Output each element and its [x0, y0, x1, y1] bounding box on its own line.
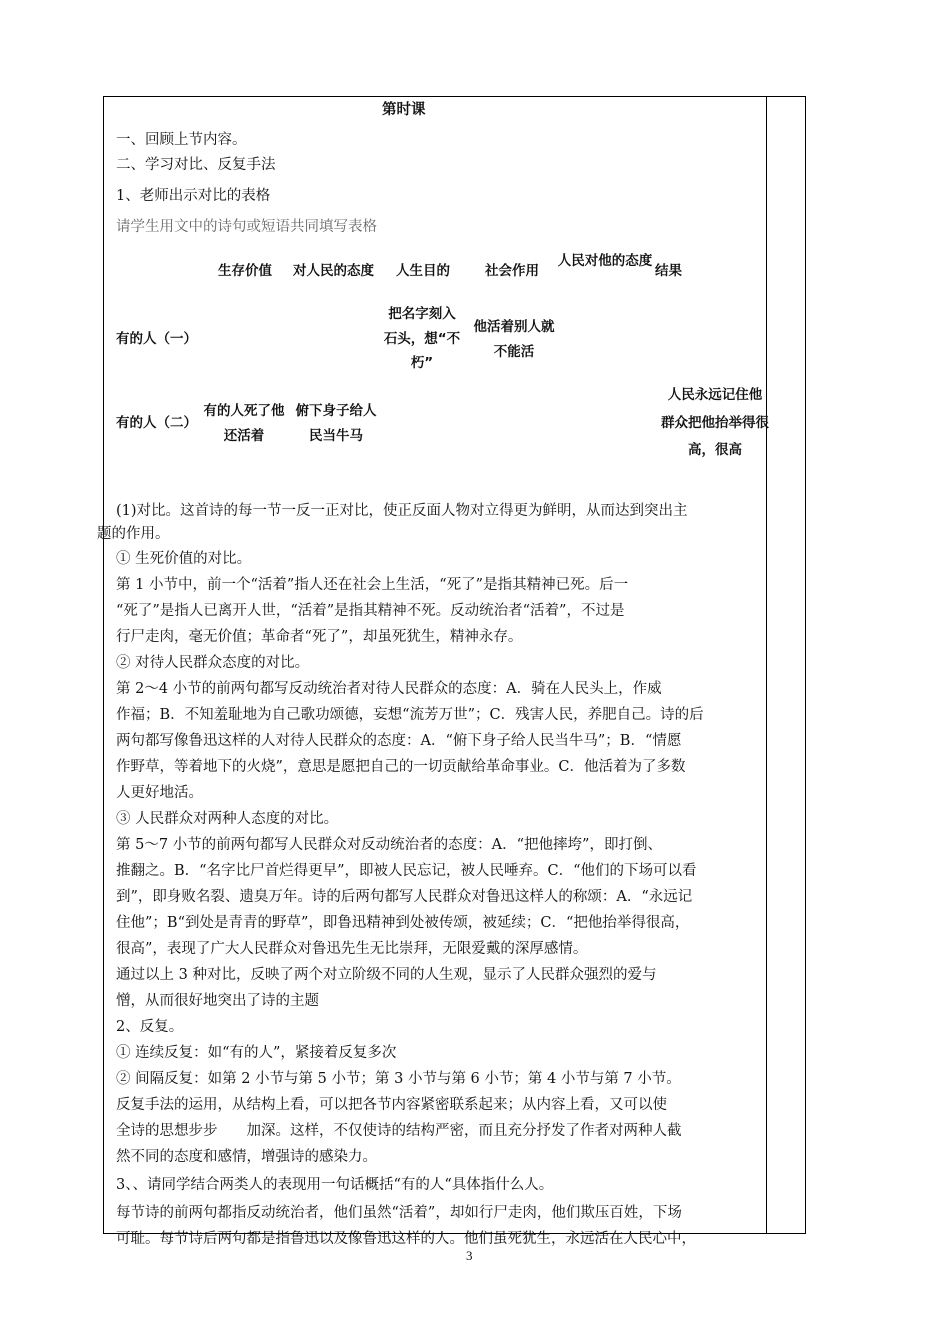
row-label: 有的人（二）	[116, 415, 197, 431]
body-line: 第 1 小节中，前一个“活着”指人还在社会上生活，“死了”是指其精神已死。后一	[116, 577, 629, 593]
table-header: 对人民的态度	[293, 263, 374, 279]
outline-item-4: 请学生用文中的诗句或短语共同填写表格	[116, 219, 377, 235]
table-cell: 他活着别人就	[473, 319, 555, 335]
page-number: 3	[466, 1248, 473, 1263]
body-line: 推翻之。B．“名字比尸首烂得更早”，即被人民忘记，被人民唾弃。C．“他们的下场可以看	[116, 863, 697, 879]
table-header: 人生目的	[396, 263, 450, 279]
lesson-title: 第时课	[382, 102, 426, 118]
body-line: ② 对待人民群众态度的对比。	[116, 655, 310, 671]
table-cell: 有的人死了他	[203, 403, 285, 419]
table-cell: 群众把他抬举得很	[661, 415, 769, 431]
body-line: ② 间隔反复：如第 2 小节与第 5 小节；第 3 小节与第 6 小节；第 4 小节与第 7 小节。	[116, 1071, 681, 1087]
table-header: 结果	[655, 263, 682, 279]
body-line: 全诗的思想步步 加深。这样，不仅使诗的结构严密，而且充分抒发了作者对两种人截	[116, 1123, 682, 1139]
answer-line: 每节诗的前两句都指反动统治者，他们虽然“活着”，却如行尸走肉，他们欺压百姓，下场	[116, 1205, 682, 1221]
body-line: 作野草，等着地下的火烧”，意思是愿把自己的一切贡献给革命事业。C．他活着为了多数	[116, 759, 686, 775]
body-line: ① 连续反复：如“有的人”，紧接着反复多次	[116, 1045, 397, 1061]
body-line: 2、反复。	[116, 1019, 184, 1035]
body-line: 然不同的态度和感情，增强诗的感染力。	[116, 1149, 377, 1165]
table-cell: 还活着	[223, 428, 265, 444]
outline-item-2: 二、学习对比、反复手法	[116, 157, 276, 173]
table-header: 生存价值	[218, 263, 272, 279]
table-header: 社会作用	[485, 263, 539, 279]
body-line: ③ 人民群众对两种人态度的对比。	[116, 811, 339, 827]
table-header: 人民对他的态度	[557, 253, 653, 269]
body-line: “死了”是指人已离开人世，“活着”是指其精神不死。反动统治者“活着”，不过是	[116, 603, 625, 619]
body-line: 通过以上 3 种对比，反映了两个对立阶级不同的人生观，显示了人民群众强烈的爱与	[116, 967, 657, 983]
table-cell: 俯下身子给人	[295, 403, 377, 419]
row-label: 有的人（一）	[116, 331, 197, 347]
body-line: 人更好地活。	[116, 785, 203, 801]
body-line: 题的作用。	[97, 526, 170, 542]
body-line: 到”，即身败名裂、遗臭万年。诗的后两句都写人民群众对鲁迅这样人的称颂：A．“永远记	[116, 889, 693, 905]
margin-column-rule	[766, 96, 767, 1234]
body-line: (1)对比。这首诗的每一节一反一正对比，使正反面人物对立得更为鲜明，从而达到突出主	[116, 503, 688, 519]
body-line: 行尸走肉，毫无价值；革命者“死了”，却虽死犹生，精神永存。	[116, 629, 523, 645]
outline-item-1: 一、回顾上节内容。	[116, 132, 247, 148]
body-line: 很高”，表现了广大人民群众对鲁迅先生无比崇拜，无限爱戴的深厚感情。	[116, 941, 588, 957]
body-line: 第 5～7 小节的前两句都写人民群众对反动统治者的态度：A．“把他摔垮”，即打倒、	[116, 837, 662, 853]
table-cell: 把名字刻入	[388, 306, 456, 322]
table-cell: 不能活	[493, 344, 535, 360]
body-line: ① 生死价值的对比。	[116, 551, 252, 567]
body-line: 作福；B．不知羞耻地为自己歌功颂德，妄想“流芳万世”；C．残害人民，养肥自己。诗的后	[116, 707, 704, 723]
answer-line: 可耻。每节诗后两句都是指鲁迅以及像鲁迅这样的人。他们虽死犹生，永远活在人民心中，	[116, 1231, 696, 1247]
body-line: 第 2～4 小节的前两句都写反动统治者对待人民群众的态度：A．骑在人民头上，作威	[116, 681, 662, 697]
outline-item-3: 1、老师出示对比的表格	[116, 188, 271, 204]
body-line: 住他”；B“到处是青青的野草”，即鲁迅精神到处被传颂，被延续；C．“把他抬举得很高，	[116, 915, 690, 931]
question-text: 3、、请同学结合两类人的表现用一句话概括“有的人“具体指什么人。	[116, 1177, 554, 1193]
table-cell: 石头，想“不	[383, 331, 461, 347]
table-cell: 高，很高	[688, 442, 742, 458]
table-cell: 人民永远记住他	[667, 387, 763, 403]
table-cell: 民当牛马	[309, 428, 363, 444]
body-line: 两句都写像鲁迅这样的人对待人民群众的态度：A．“俯下身子给人民当牛马”；B．“情愿	[116, 733, 682, 749]
body-line: 憎，从而很好地突出了诗的主题	[116, 993, 319, 1009]
body-line: 反复手法的运用，从结构上看，可以把各节内容紧密联系起来；从内容上看，又可以使	[116, 1097, 667, 1113]
table-cell: 朽”	[410, 355, 434, 371]
